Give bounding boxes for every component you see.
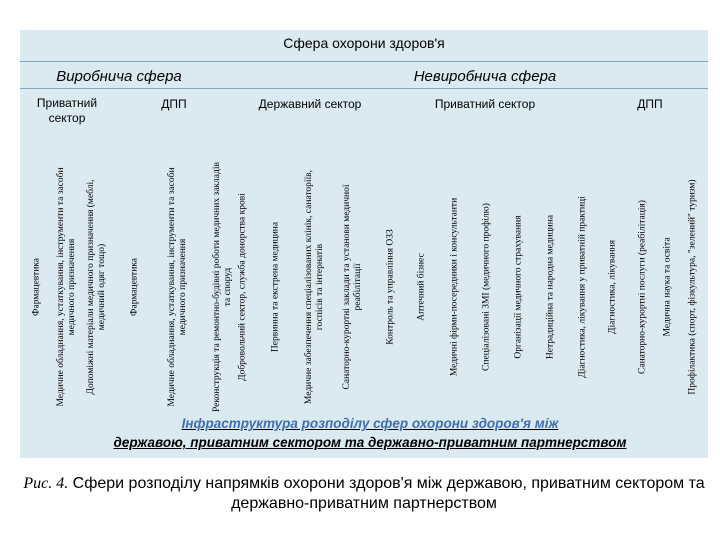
sphere-divider-right: [220, 88, 708, 89]
column-label: Фармацевтика: [31, 258, 42, 316]
column-specialized-clinics: [300, 158, 330, 416]
diagram-title: Сфера охорони здоров'я: [283, 35, 445, 51]
column-pharmacy-business: [407, 158, 437, 416]
figure-caption-text: Сфери розподілу напрямків охорони здоров'я між державою, приватним сектором та державно-приватним партнерством: [68, 475, 705, 512]
dpp-left-label: ДПП: [161, 97, 187, 111]
column-label: Діагностика, лікування у приватній практиці: [577, 196, 588, 378]
column-diagnostics-treatment: [598, 158, 628, 416]
column-label: Контроль та управління ОЗЗ: [385, 229, 396, 345]
column-label: Медичне обладнання, устаткування, інструменти та засоби медичного призначення: [167, 167, 188, 407]
column-label: Діагностика, лікування: [607, 240, 618, 334]
column-sanatorium-state: [338, 158, 368, 416]
column-label: Медичні фірми-посередники і консультанти: [449, 197, 460, 377]
column-label: Добровольчий сектор, служба донорства крові: [237, 193, 248, 381]
private-sector-left-label: Приватний сектор: [36, 96, 98, 125]
column-intermediary-firms: [440, 158, 470, 416]
infrastructure-label: [50, 414, 690, 452]
column-label: Нетрадиційна та народна медицина: [545, 214, 556, 360]
column-specialized-media: [472, 158, 502, 416]
column-label: Фармацевтика: [129, 258, 140, 316]
column-label: Аптечний бізнес: [416, 253, 427, 321]
nonproduction-sphere-label: Невиробнича сфера: [413, 68, 557, 85]
infrastructure-line-2: державою, приватним сектором та державно-приватним партнерством: [113, 435, 627, 450]
column-label: Медичне обладнання, устаткування, інструменти та засоби медичного призначення: [56, 167, 77, 407]
column-medical-insurance: [504, 158, 534, 416]
title-divider: [20, 61, 708, 62]
column-medical-equipment-dpp: [163, 158, 193, 416]
column-label: Первинна та екстрена медицина: [270, 221, 281, 353]
dpp-right-label: ДПП: [637, 97, 663, 111]
column-prevention: [678, 158, 708, 416]
figure-caption-label: Рис. 4.: [23, 475, 69, 492]
column-volunteer-donor: [228, 158, 258, 416]
infrastructure-line-1: Інфраструктура розподілу сфер охорони здоров'я між: [181, 416, 559, 431]
column-label: Санаторно-курортні послуги (реабілітація): [637, 200, 648, 374]
column-medical-equipment-private: [52, 158, 82, 416]
distribution-diagram: [20, 30, 708, 458]
column-label: Організації медичного страхування: [513, 215, 524, 359]
figure-caption: [20, 474, 708, 514]
column-label: Санаторно-курортні заклади та установи медичної реабілітації: [342, 184, 363, 390]
sphere-divider-left: [20, 88, 220, 89]
private-sector-right-label: Приватний сектор: [434, 97, 536, 111]
column-pharma-dpp: [120, 158, 150, 416]
column-control-management: [376, 158, 406, 416]
column-label: Реконструкція та ремонтно-будівні роботи медичних закладів та споруд: [212, 162, 233, 412]
production-sphere-label: Виробнича сфера: [56, 68, 182, 85]
column-label: Спеціалізовані ЗМІ (медичного профілю): [481, 203, 492, 371]
column-label: Профілактика (спорт, фізкультура, "зелений" туризм): [687, 179, 698, 395]
state-sector-label: Державний сектор: [258, 97, 362, 111]
column-label: Медичне забезпечення спеціалізованих клінік, санаторіїв, госпісів та інтернатів: [304, 169, 325, 405]
column-private-practice: [568, 158, 598, 416]
column-label: Медична наука та освіта: [662, 237, 673, 337]
column-primary-medicine: [261, 158, 291, 416]
column-auxiliary-materials: [82, 158, 112, 416]
column-label: Допоміжні матеріали медичного призначення (меблі, медичний одяг тощо): [86, 179, 107, 395]
column-pharma-private: [22, 158, 52, 416]
column-traditional-medicine: [536, 158, 566, 416]
